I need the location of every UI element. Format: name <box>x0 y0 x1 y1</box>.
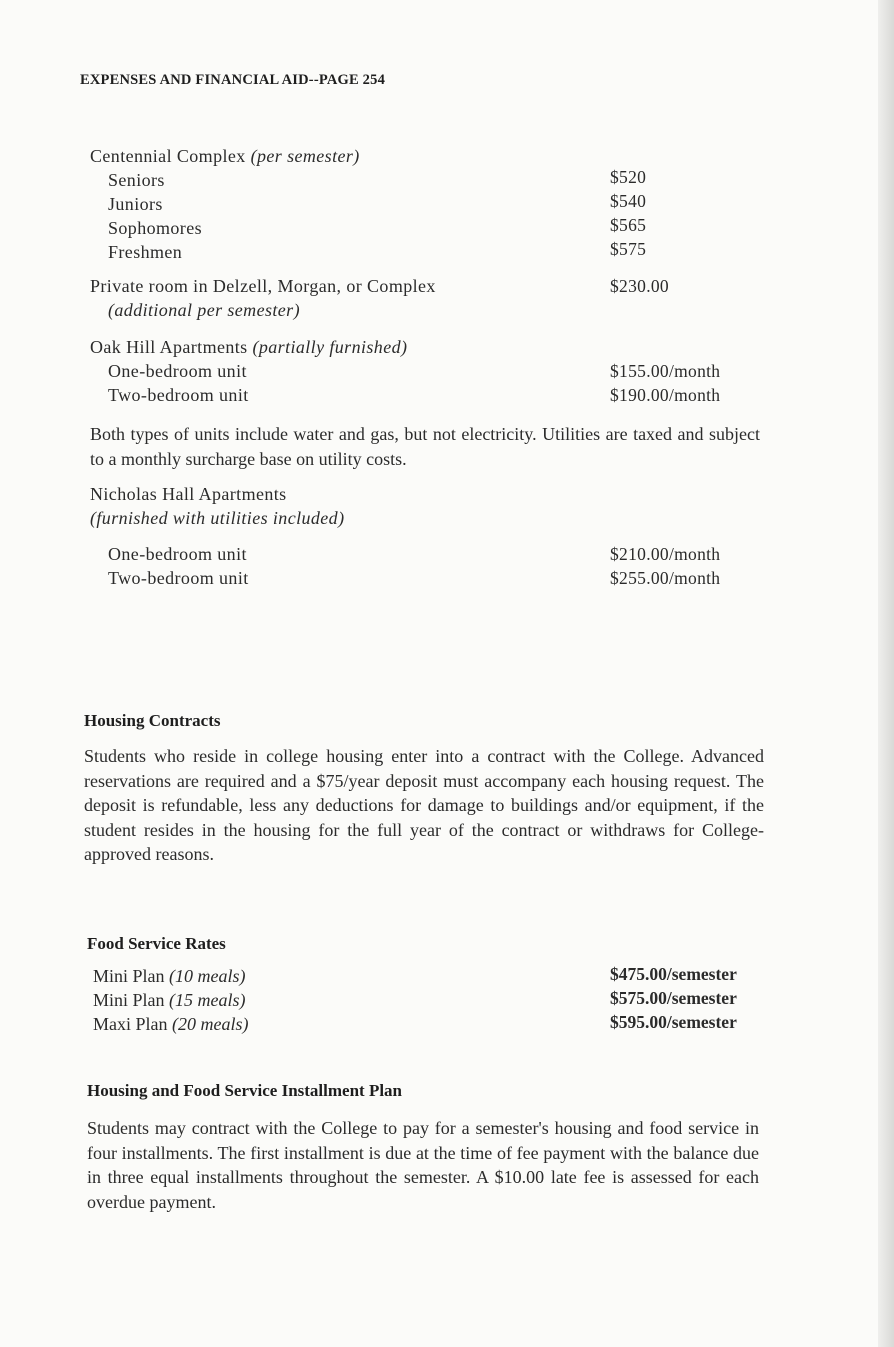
centennial-row-price: $520 <box>610 167 647 187</box>
food-plan-name: Mini Plan <box>93 966 165 986</box>
page-edge-shadow <box>878 0 894 1347</box>
centennial-row-price: $565 <box>610 215 647 235</box>
oak-hill-row-label: One-bedroom unit <box>108 361 247 381</box>
centennial-row-price: $575 <box>610 239 647 259</box>
private-room-qualifier: (additional per semester) <box>108 300 300 320</box>
food-plan-price: $475.00/semester <box>610 964 737 984</box>
food-plan-label <box>93 989 246 1012</box>
centennial-row-price: $540 <box>610 191 647 211</box>
housing-contracts-heading: Housing Contracts <box>84 711 221 730</box>
housing-contracts-body: Students who reside in college housing enter into a contract with the College. Advanced reservations are required and a $75/year deposit must accompany each housing request. The deposit is refundable, less any deductions for damage to buildings and/or equipment, if the student resides in the housing for the full year of the contract or withdraws for College-approved reasons. <box>84 746 764 864</box>
nicholas-title: Nicholas Hall Apartments <box>90 484 287 504</box>
centennial-row-label: Sophomores <box>108 218 202 238</box>
nicholas-row-label: One-bedroom unit <box>108 544 247 564</box>
private-room-price: $230.00 <box>610 276 669 296</box>
centennial-qualifier: (per semester) <box>250 146 360 166</box>
food-plan-label <box>93 965 246 988</box>
centennial-row-label: Seniors <box>108 170 165 190</box>
oak-hill-title-line <box>90 336 407 360</box>
nicholas-row-price: $255.00/month <box>610 568 721 588</box>
food-plan-qualifier: (20 meals) <box>172 1014 249 1034</box>
food-plan-qualifier: (10 meals) <box>169 966 246 986</box>
oak-hill-row-price: $190.00/month <box>610 385 721 405</box>
centennial-title: Centennial Complex <box>90 146 246 166</box>
food-plan-price: $575.00/semester <box>610 988 737 1008</box>
oak-hill-row-price: $155.00/month <box>610 361 721 381</box>
food-plan-name: Maxi Plan <box>93 1014 168 1034</box>
nicholas-qualifier: (furnished with utilities included) <box>90 508 345 528</box>
oak-hill-row-label: Two-bedroom unit <box>108 385 249 405</box>
centennial-row-label: Freshmen <box>108 242 183 262</box>
food-plan-qualifier: (15 meals) <box>169 990 246 1010</box>
oak-hill-note: Both types of units include water and gas, but not electricity. Utilities are taxed and subject to a monthly surcharge base on utility costs. <box>90 424 760 469</box>
oak-hill-title: Oak Hill Apartments <box>90 337 248 357</box>
centennial-row-label: Juniors <box>108 194 163 214</box>
private-room-label: Private room in Delzell, Morgan, or Complex <box>90 276 436 296</box>
page-header: EXPENSES AND FINANCIAL AID--PAGE 254 <box>80 72 386 88</box>
food-plan-label <box>93 1013 248 1036</box>
food-plan-price: $595.00/semester <box>610 1012 737 1032</box>
food-plan-name: Mini Plan <box>93 990 165 1010</box>
food-service-heading: Food Service Rates <box>87 934 226 953</box>
centennial-title-line <box>90 145 360 169</box>
installment-heading: Housing and Food Service Installment Plan <box>87 1081 403 1100</box>
installment-body: Students may contract with the College to pay for a semester's housing and food service in four installments. The first installment is due at the time of fee payment with the balance due in three equal installments throughout the semester. A $10.00 late fee is assessed for each overdue payment. <box>87 1118 759 1212</box>
oak-hill-qualifier: (partially furnished) <box>252 337 408 357</box>
nicholas-row-price: $210.00/month <box>610 544 721 564</box>
nicholas-row-label: Two-bedroom unit <box>108 568 249 588</box>
